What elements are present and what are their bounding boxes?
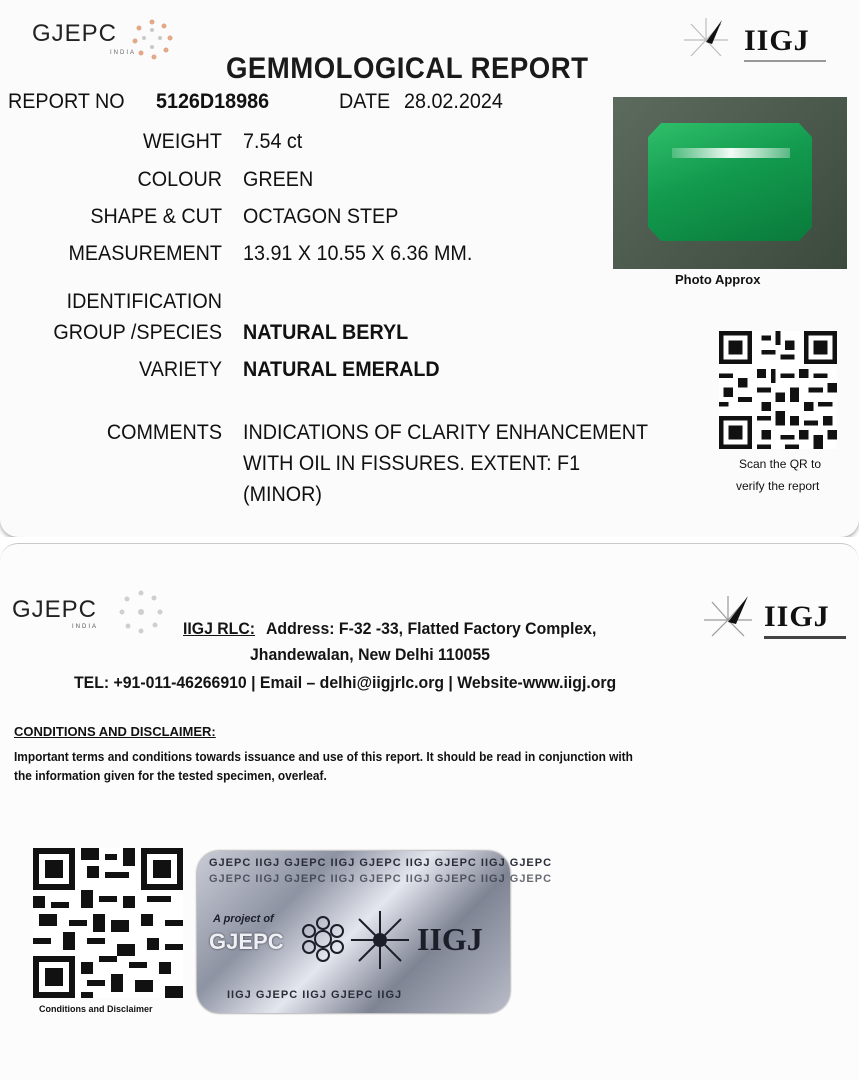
comments-label: COMMENTS bbox=[106, 421, 222, 444]
address-line-2: Jhandewalan, New Delhi 110055 bbox=[250, 645, 490, 664]
hologram-top-row: GJEPC IIGJ GJEPC IIGJ GJEPC IIGJ GJEPC IIGJ GJEPC bbox=[209, 857, 553, 869]
group-species-label: GROUP /SPECIES bbox=[53, 321, 222, 344]
gjepc-sunburst-icon bbox=[128, 16, 176, 64]
date-label: DATE bbox=[339, 90, 391, 113]
hologram-iigj: IIGJ bbox=[417, 921, 483, 957]
back-iigj-underline bbox=[764, 636, 846, 639]
conditions-line-1: Important terms and conditions towards issuance and use of this report. It should be read in conjunction with bbox=[14, 750, 633, 764]
date-value: 28.02.2024 bbox=[404, 90, 503, 113]
gjepc-sub: INDIA bbox=[110, 50, 137, 56]
weight-label: WEIGHT bbox=[143, 130, 222, 153]
qr-caption-line-2: verify the report bbox=[736, 479, 820, 493]
hologram-sunburst-icon bbox=[349, 909, 411, 971]
back-gjepc-sub: INDIA bbox=[72, 624, 99, 630]
colour-label: COLOUR bbox=[137, 168, 222, 191]
hologram-second-row: GJEPC IIGJ GJEPC IIGJ GJEPC IIGJ GJEPC IIGJ GJEPC bbox=[209, 873, 553, 885]
weight-value: 7.54 ct bbox=[243, 130, 303, 153]
shape-cut-value: OCTAGON STEP bbox=[243, 205, 399, 228]
gjepc-logo: GJEPC bbox=[32, 20, 118, 47]
hologram-gjepc: GJEPC bbox=[209, 929, 284, 954]
report-no-label: REPORT NO bbox=[8, 90, 125, 113]
hologram-project-text: A project of bbox=[213, 913, 274, 925]
iigj-underline bbox=[744, 60, 826, 62]
iigj-sunburst-icon bbox=[676, 14, 736, 64]
back-iigj-logo: IIGJ bbox=[764, 600, 830, 633]
variety-label: VARIETY bbox=[139, 358, 222, 381]
comments-line-2: WITH OIL IN FISSURES. EXTENT: F1 bbox=[243, 452, 581, 475]
report-title: GEMMOLOGICAL REPORT bbox=[226, 52, 589, 85]
hologram-bottom-row: IIGJ GJEPC IIGJ GJEPC IIGJ bbox=[227, 989, 403, 1001]
measurement-label: MEASUREMENT bbox=[68, 242, 222, 265]
group-species-value: NATURAL BERYL bbox=[243, 321, 409, 344]
comments-line-3: (MINOR) bbox=[243, 483, 322, 506]
shape-cut-label: SHAPE & CUT bbox=[90, 205, 222, 228]
conditions-line-2: the information given for the tested specimen, overleaf. bbox=[14, 769, 327, 783]
hologram-flower-icon bbox=[297, 913, 349, 965]
report-front-card bbox=[0, 0, 859, 537]
measurement-value: 13.91 X 10.55 X 6.36 MM. bbox=[243, 242, 473, 265]
gem-facet-highlight bbox=[672, 148, 790, 158]
identification-label: IDENTIFICATION bbox=[66, 290, 222, 313]
address-label: IIGJ RLC: bbox=[183, 619, 256, 638]
verify-qr-code-icon[interactable] bbox=[718, 331, 838, 449]
address-line-1: Address: F-32 -33, Flatted Factory Complex, bbox=[266, 619, 597, 638]
colour-value: GREEN bbox=[243, 168, 314, 191]
conditions-heading: CONDITIONS AND DISCLAIMER: bbox=[14, 724, 216, 739]
back-qr-caption: Conditions and Disclaimer bbox=[39, 1004, 153, 1014]
report-no-value: 5126D18986 bbox=[156, 90, 270, 113]
back-iigj-sunburst-icon bbox=[700, 590, 760, 646]
variety-value: NATURAL EMERALD bbox=[243, 358, 440, 381]
qr-caption-line-1: Scan the QR to bbox=[739, 457, 822, 471]
report-back-card bbox=[0, 543, 859, 1080]
security-hologram bbox=[197, 851, 553, 1013]
conditions-qr-code-icon[interactable] bbox=[32, 848, 184, 998]
back-gjepc-logo: GJEPC bbox=[12, 596, 98, 623]
iigj-logo: IIGJ bbox=[744, 24, 810, 57]
back-gjepc-sunburst-icon bbox=[116, 588, 166, 638]
contact-line: TEL: +91-011-46266910 | Email – delhi@iigjrlc.org | Website-www.iigj.org bbox=[74, 673, 617, 692]
photo-caption: Photo Approx bbox=[675, 272, 761, 287]
comments-line-1: INDICATIONS OF CLARITY ENHANCEMENT bbox=[243, 421, 649, 444]
emerald-gem-image bbox=[648, 123, 812, 241]
